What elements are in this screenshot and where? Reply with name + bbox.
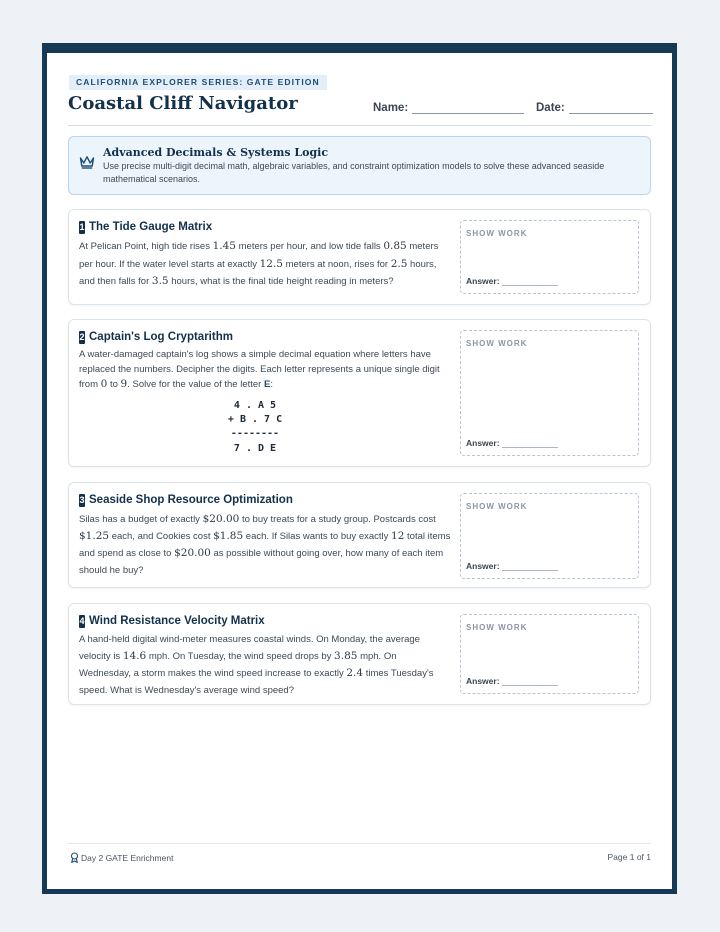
question-text: Silas has a budget of exactly $20.00 to buy treats for a study group. Postcards cost $1.25 each, and Cookies cost $1.85 each. If Silas wants to buy exactly 12 total items and spend as close to $20.00 as possible without going over, how many of each item should he buy? [79, 513, 451, 576]
puzzle-line: + B . 7 C [227, 414, 283, 426]
show-work-box[interactable] [460, 330, 639, 456]
worksheet-page [42, 43, 677, 894]
show-work-label: SHOW WORK [466, 339, 528, 348]
footer-left-text: Day 2 GATE Enrichment [81, 853, 174, 863]
answer-field[interactable]: Answer: [466, 438, 558, 448]
puzzle-line: 7 . D E [233, 442, 277, 454]
name-label: Name: [373, 102, 409, 114]
ribbon-icon [70, 852, 79, 863]
question-number: 1 [79, 222, 85, 232]
question-card-2 [68, 319, 651, 467]
question-text: At Pelican Point, high tide rises 1.45 meters per hour, and low tide falls 0.85 meters per hour. If the water level starts at exactly 12.5 meters at noon, rises for 2.5 hours, and then falls for 3.5 hours, what is the final tide height reading in meters? [79, 240, 439, 287]
page-number: Page 1 of 1 [607, 852, 651, 862]
question-card-1 [68, 209, 651, 305]
crown-icon [79, 155, 95, 169]
answer-field[interactable]: Answer: [466, 276, 558, 286]
date-field[interactable] [536, 102, 653, 114]
name-field[interactable] [373, 102, 524, 114]
page-title: Coastal Cliff Navigator [68, 93, 298, 114]
banner-text: Use precise multi-digit decimal math, algebraic variables, and constraint optimization models to solve these advanced seaside mathematical scenarios. [103, 161, 605, 184]
show-work-label: SHOW WORK [466, 623, 528, 632]
question-card-3 [68, 482, 651, 588]
header-divider [68, 125, 651, 126]
show-work-box[interactable] [460, 220, 639, 294]
question-text: A hand-held digital wind-meter measures coastal winds. On Monday, the average velocity is 14.6 mph. On Tuesday, the wind speed drops by 3.85 mph. On Wednesday, a storm makes the wind speed increase to exactly 2.4 times Tuesday's speed. What is Wednesday's average wind speed? [79, 634, 434, 696]
question-number: 3 [79, 495, 85, 505]
question-title: Wind Resistance Velocity Matrix [89, 615, 265, 627]
show-work-label: SHOW WORK [466, 502, 528, 511]
show-work-box[interactable] [460, 493, 639, 579]
question-title: Seaside Shop Resource Optimization [89, 494, 293, 506]
question-number: 2 [79, 332, 85, 342]
footer-course [70, 852, 173, 863]
puzzle-line: 4 . A 5 [233, 400, 277, 411]
date-input-line[interactable] [569, 103, 653, 114]
series-badge: CALIFORNIA EXPLORER SERIES: GATE EDITION [69, 75, 327, 90]
question-text: A water-damaged captain's log shows a simple decimal equation where letters have replaced the numbers. Decipher the digits. Each letter represents a unique single digit from 0 to 9. Solve for the value of the letter E: [79, 349, 440, 390]
name-input-line[interactable] [412, 103, 524, 114]
answer-field[interactable]: Answer: [466, 676, 558, 686]
banner-title: Advanced Decimals & Systems Logic [103, 146, 329, 159]
question-number: 4 [79, 616, 85, 626]
footer-divider [68, 843, 651, 844]
answer-field[interactable]: Answer: [466, 561, 558, 571]
cryptarithm-puzzle [69, 399, 441, 456]
question-card-4 [68, 603, 651, 705]
puzzle-line: -------- [230, 428, 280, 440]
show-work-label: SHOW WORK [466, 229, 528, 238]
date-label: Date: [536, 102, 565, 114]
question-title: Captain's Log Cryptarithm [89, 331, 233, 343]
intro-banner [68, 136, 651, 195]
question-title: The Tide Gauge Matrix [89, 221, 213, 233]
show-work-box[interactable] [460, 614, 639, 694]
